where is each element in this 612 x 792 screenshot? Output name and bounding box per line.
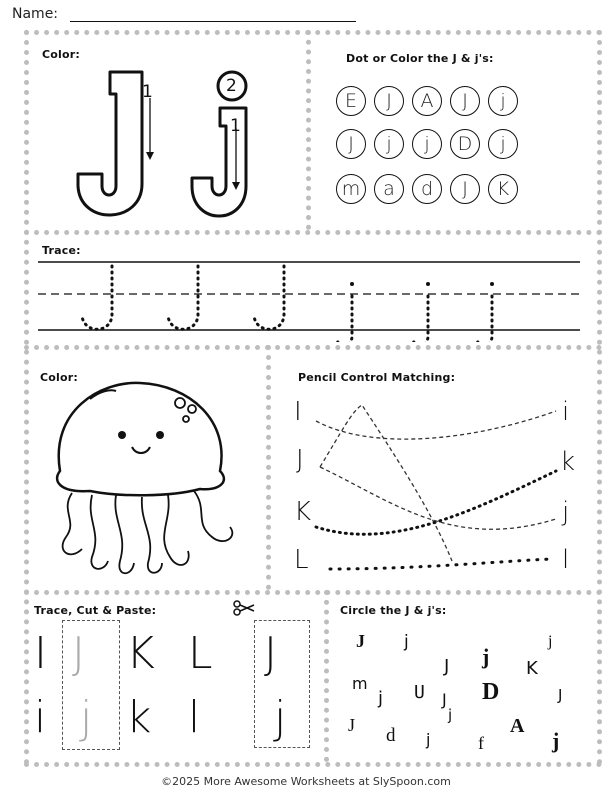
dot-circle[interactable]: J (450, 174, 480, 204)
scatter-letter[interactable]: f (478, 733, 484, 753)
scatter-letter[interactable]: m (352, 674, 368, 693)
dot-circle[interactable]: A (412, 86, 442, 116)
scatter-letter[interactable]: J (444, 656, 450, 677)
trace-lines[interactable] (30, 236, 594, 342)
dot-circle[interactable]: j (412, 129, 442, 159)
scatter-letter[interactable]: J (558, 686, 563, 704)
dot-circle[interactable]: d (412, 174, 442, 204)
match-right-letter: l (562, 545, 570, 575)
divider (324, 590, 329, 762)
cut-letter: l (188, 692, 201, 743)
paste-letter[interactable]: j (274, 692, 287, 743)
match-left-letter: I (294, 397, 302, 427)
scatter-letter[interactable]: U (414, 682, 425, 703)
name-line[interactable] (70, 21, 356, 22)
panel-title: Circle the J & j's: (340, 604, 447, 617)
dot-circle[interactable]: j (488, 129, 518, 159)
divider (24, 30, 29, 765)
match-right-letter: k (560, 447, 576, 477)
trace-panel (30, 236, 594, 342)
cut-letter: K (126, 628, 155, 679)
divider (24, 345, 602, 350)
scatter-letter[interactable]: A (510, 715, 525, 737)
scatter-letter[interactable]: j (426, 730, 431, 749)
panel-title: Trace: (42, 244, 81, 257)
panel-title: Dot or Color the J & j's: (346, 52, 494, 65)
divider (24, 590, 602, 595)
scatter-letter[interactable]: j (552, 728, 560, 753)
dot-circle[interactable]: K (488, 174, 518, 204)
match-right-letter: i (562, 397, 570, 427)
scatter-letter[interactable]: J (356, 631, 365, 651)
dot-circle[interactable]: m (336, 174, 366, 204)
stroke-number: 2 (226, 76, 237, 96)
panel-title: Pencil Control Matching: (298, 371, 456, 384)
divider (306, 30, 311, 230)
scatter-letter[interactable]: K (526, 658, 538, 679)
match-right-letter: j (562, 497, 570, 527)
dot-circle[interactable]: j (488, 86, 518, 116)
divider (266, 345, 271, 590)
panel-title: Color: (40, 371, 78, 384)
pencil-matching-panel (272, 351, 594, 587)
scatter-letter[interactable]: D (482, 679, 500, 705)
panel-title: Color: (42, 48, 80, 61)
dot-circle[interactable]: J (450, 86, 480, 116)
scatter-letter[interactable]: J (442, 690, 447, 709)
stroke-number: 1 (230, 116, 241, 136)
jellyfish-illustration[interactable] (30, 351, 262, 587)
cut-letter: k (126, 692, 152, 743)
trace-letter: j (80, 692, 93, 743)
scatter-letter[interactable]: j (378, 688, 384, 709)
divider (24, 30, 602, 35)
circle-letters-panel (330, 596, 594, 760)
scatter-letter[interactable]: j (404, 632, 409, 652)
cut-letter: i (34, 692, 47, 743)
divider (24, 762, 602, 767)
scatter-letter[interactable]: j (482, 644, 490, 669)
panel-title: Trace, Cut & Paste: (34, 604, 157, 617)
scatter-letter[interactable]: d (386, 725, 396, 746)
dot-circle[interactable]: J (374, 86, 404, 116)
dot-circle[interactable]: E (336, 86, 366, 116)
match-left-letter: K (294, 497, 312, 527)
jellyfish-panel (30, 351, 262, 587)
name-label: Name: (12, 6, 59, 22)
jj-outline-letters[interactable] (30, 36, 302, 226)
dot-circle[interactable]: a (374, 174, 404, 204)
trace-letter: J (72, 628, 85, 679)
divider (24, 230, 602, 235)
matching-paths[interactable] (272, 351, 594, 587)
color-letters-panel (30, 36, 302, 226)
dot-circle[interactable]: D (450, 129, 480, 159)
scissors-icon (232, 600, 256, 616)
scatter-letter[interactable]: j (548, 633, 553, 650)
divider (597, 30, 602, 765)
scatter-letter[interactable]: J (348, 715, 356, 735)
dot-color-panel (312, 36, 594, 226)
dot-circle[interactable]: J (336, 129, 366, 159)
cut-letter: L (188, 628, 213, 679)
footer-credit: ©2025 More Awesome Worksheets at SlySpoon.com (161, 775, 451, 788)
match-left-letter: L (294, 545, 309, 575)
cut-paste-panel (30, 596, 320, 760)
stroke-number: 1 (142, 82, 153, 102)
match-left-letter: J (296, 445, 304, 475)
dot-circle[interactable]: j (374, 129, 404, 159)
scatter-letter[interactable]: j (448, 706, 453, 724)
paste-letter[interactable]: J (264, 628, 277, 679)
cut-letter: I (34, 628, 47, 679)
